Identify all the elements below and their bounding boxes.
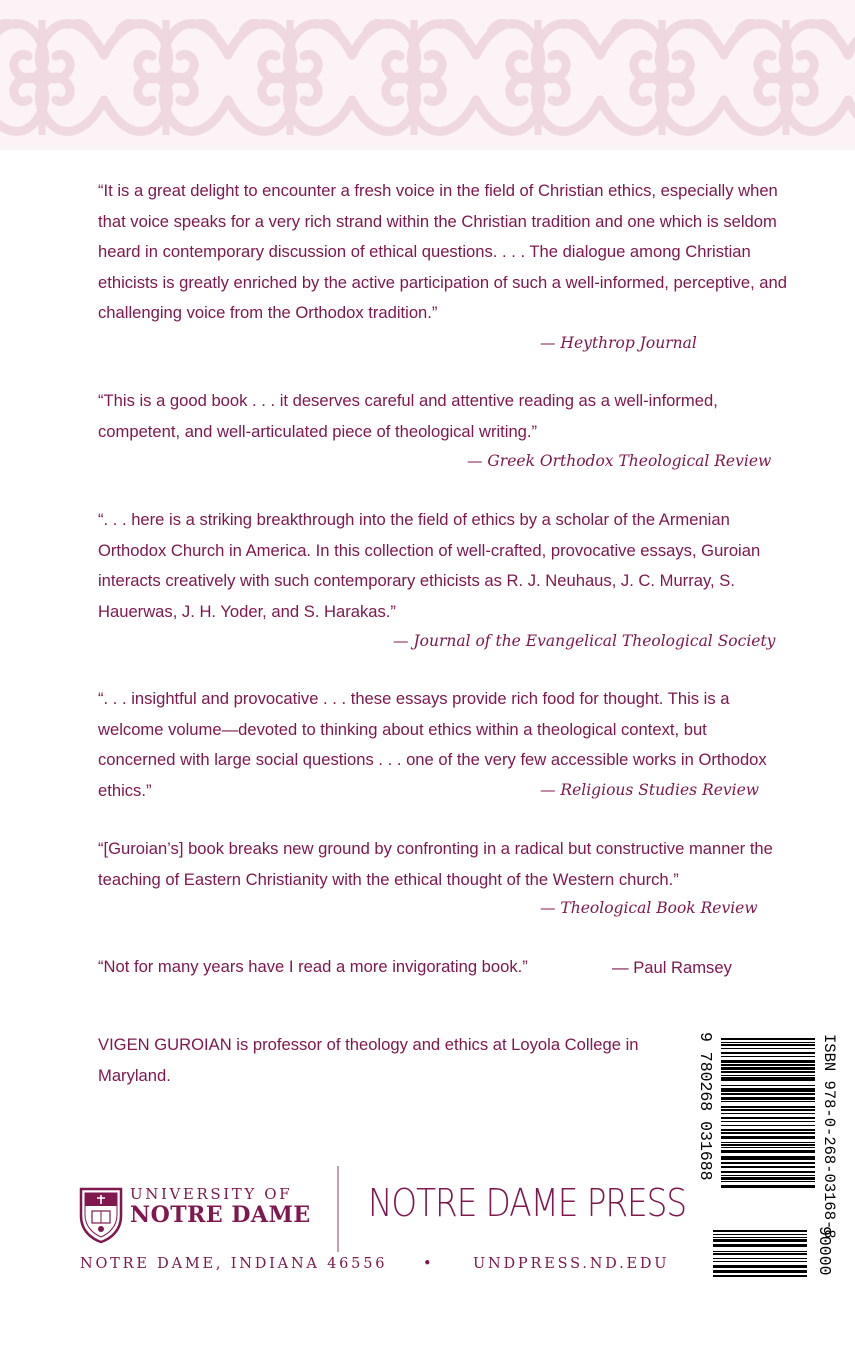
barcode-bar xyxy=(713,1270,807,1273)
barcode-bar xyxy=(721,1166,815,1168)
barcode-bar xyxy=(721,1117,815,1119)
barcode-bar xyxy=(713,1261,807,1262)
barcode-bar xyxy=(721,1052,815,1054)
barcode-bar xyxy=(721,1093,815,1095)
quote-attribution: — Religious Studies Review xyxy=(540,781,760,799)
barcode-bar xyxy=(721,1132,815,1134)
barcode-bar xyxy=(721,1042,815,1043)
university-shield-icon xyxy=(78,1186,124,1244)
barcode-bar xyxy=(721,1085,815,1086)
barcode-bar xyxy=(713,1251,807,1252)
barcode-bar xyxy=(721,1109,815,1111)
barcode-bar xyxy=(721,1181,815,1182)
barcode-bar xyxy=(713,1265,807,1268)
quote-attribution: — Greek Orthodox Theological Review xyxy=(467,452,772,470)
review-quote-ramsey xyxy=(98,952,568,983)
quote-attribution: — Journal of the Evangelical Theological Society xyxy=(393,632,776,650)
quote-text: “This is a good book . . . it deserves careful and attentive reading as a well-informed, competent, and well-articulated piece of theological writing.” xyxy=(98,391,718,441)
barcode-bar xyxy=(721,1150,815,1153)
press-name: NOTRE DAME PRESS xyxy=(368,1181,687,1225)
author-bio: VIGEN GUROIAN is professor of theology and ethics at Loyola College in Maryland. xyxy=(98,1035,639,1085)
barcode-bars-main xyxy=(721,1038,815,1188)
publisher-address: NOTRE DAME, INDIANA 46556 xyxy=(80,1256,388,1272)
barcode-bar xyxy=(713,1244,807,1247)
barcode-bar xyxy=(713,1230,807,1232)
barcode-bar xyxy=(721,1156,815,1160)
university-name-line2: NOTRE DAME xyxy=(130,1202,311,1228)
barcode-bar xyxy=(713,1253,807,1255)
quote-text: “. . . insightful and provocative . . . these essays provide rich food for thought. This is a welcome volume—devoted to thinking about ethics within a theological context, but concerned with large social questions . . . one of the very few accessible works in Orthodox ethics.” xyxy=(98,689,767,800)
barcode-bar xyxy=(721,1067,815,1070)
barcode-bar xyxy=(713,1239,807,1242)
barcode-bar xyxy=(721,1144,815,1146)
ornamental-header-band xyxy=(0,0,855,150)
barcode-bar xyxy=(721,1038,815,1040)
barcode-bar xyxy=(721,1071,815,1073)
separator-bullet: • xyxy=(423,1256,435,1272)
publisher-address-line xyxy=(80,1256,670,1272)
logo-divider xyxy=(337,1166,339,1252)
barcode-bar xyxy=(713,1275,807,1277)
barcode-bar xyxy=(721,1129,815,1131)
isbn-barcode xyxy=(696,1030,849,1282)
barcode-bar xyxy=(721,1101,815,1102)
quote-attribution: — Theological Book Review xyxy=(540,899,758,917)
barcode-bar xyxy=(721,1113,815,1114)
quote-attribution: — Heythrop Journal xyxy=(540,334,697,352)
barcode-bar xyxy=(721,1147,815,1148)
barcode-bar xyxy=(721,1185,815,1188)
barcode-bar xyxy=(721,1162,815,1164)
barcode-bar xyxy=(721,1106,815,1108)
barcode-bar xyxy=(713,1234,807,1235)
quote-text: “Not for many years have I read a more invigorating book.” xyxy=(98,957,528,976)
barcode-bar xyxy=(721,1044,815,1046)
isbn-label: ISBN 978-0-268-03168-8 xyxy=(820,1034,838,1239)
university-name-line1: UNIVERSITY OF xyxy=(130,1185,293,1203)
barcode-bar xyxy=(721,1125,815,1126)
barcode-main-digits: 9 780268 031688 xyxy=(696,1032,715,1181)
barcode-addon-digits: 90000 xyxy=(815,1226,834,1276)
barcode-bar xyxy=(721,1060,815,1063)
barcode-bar xyxy=(713,1258,807,1259)
barcode-bars-addon xyxy=(713,1230,807,1277)
barcode-bar xyxy=(721,1056,815,1057)
barcode-bar xyxy=(721,1171,815,1173)
barcode-bar xyxy=(721,1175,815,1176)
barcode-graphic xyxy=(696,1030,849,1282)
review-quote-theological-book xyxy=(98,834,788,895)
barcode-bar xyxy=(721,1142,815,1143)
quote-attribution: — Paul Ramsey xyxy=(612,958,732,977)
barcode-bar xyxy=(721,1048,815,1049)
review-quote-evangelical xyxy=(98,505,788,627)
barcode-bar xyxy=(721,1097,815,1100)
publisher-website: UNDPRESS.ND.EDU xyxy=(473,1256,670,1272)
review-quote-heythrop xyxy=(98,176,788,329)
barcode-bar xyxy=(721,1136,815,1139)
barcode-bar xyxy=(721,1088,815,1092)
barcode-bar xyxy=(721,1075,815,1076)
barcode-bar xyxy=(721,1121,815,1122)
review-quote-greek-orthodox xyxy=(98,386,788,447)
quote-text: “It is a great delight to encounter a fresh voice in the field of Christian ethics, especially when that voice speaks for a very rich strand within the Christian tradition and one which is seldom heard in contemporary discussion of ethical questions. . . . The dialogue among Christian ethicists is greatly enriched by the active participation of such a well-informed, perceptive, and challenging voice from the Orthodox tradition.” xyxy=(98,181,787,322)
barcode-bar xyxy=(721,1064,815,1066)
barcode-bar xyxy=(721,1077,815,1081)
quote-text: “. . . here is a striking breakthrough into the field of ethics by a scholar of the Armenian Orthodox Church in America. In this collection of well-crafted, provocative essays, Guroian interacts creatively with such contemporary ethicists as R. J. Neuhaus, J. C. Murray, S. Hauerwas, J. H. Yoder, and S. Harakas.” xyxy=(98,510,761,621)
quote-text: “[Guroian’s] book breaks new ground by confronting in a radical but constructive manner the teaching of Eastern Christianity with the ethical thought of the Western church.” xyxy=(98,839,773,889)
barcode-bar xyxy=(713,1237,807,1238)
barcode-bar xyxy=(721,1177,815,1180)
